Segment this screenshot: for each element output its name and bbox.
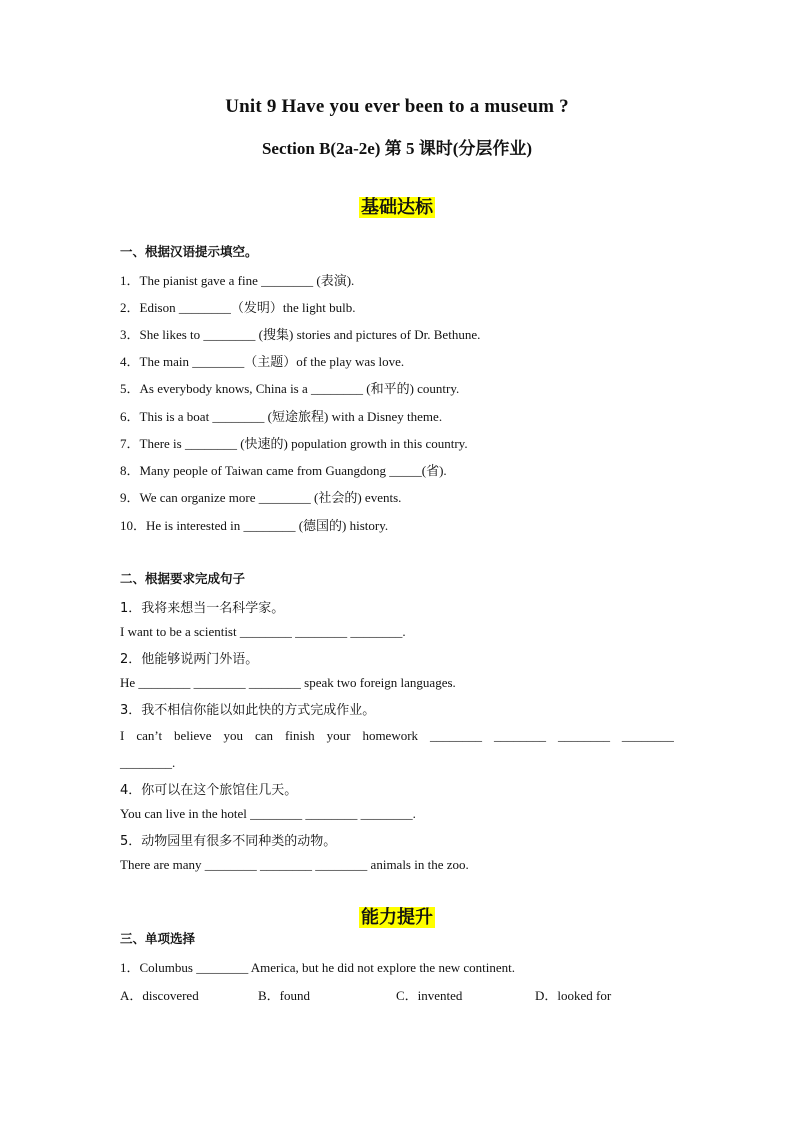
sentence-word: can’t — [136, 728, 163, 743]
option-a: A．discovered — [120, 988, 199, 1003]
page-title: Unit 9 Have you ever been to a museum ? — [225, 96, 569, 117]
answer-blank: ________ — [493, 728, 546, 743]
option-d: D．looked for — [535, 988, 612, 1003]
banner-basic — [0, 193, 794, 219]
sentence-word: finish — [285, 728, 315, 743]
part2-q2-english: He ________ ________ ________ speak two foreign languages. — [120, 675, 456, 690]
part1-item: 5．As everybody knows, China is a ________ (和平的) country. — [120, 381, 460, 396]
answer-blank: ________ — [557, 728, 610, 743]
part2-q1-chinese: 1．我将来想当一名科学家。 — [120, 601, 285, 616]
part2-q3-english-continued: ________. — [120, 755, 176, 770]
part1-item: 4．The main ________（主题）of the play was love. — [120, 354, 405, 369]
sentence-word: homework — [362, 728, 419, 743]
part1-item: 3．She likes to ________ (搜集) stories and pictures of Dr. Bethune. — [120, 327, 481, 342]
part2-q1-english: I want to be a scientist ________ ________ ________. — [120, 624, 406, 639]
part3-heading: 三、单项选择 — [120, 931, 196, 946]
part2-q4-chinese: 4．你可以在这个旅馆住几天。 — [120, 783, 298, 798]
sentence-word: believe — [174, 728, 212, 743]
part1-heading: 一、根据汉语提示填空。 — [120, 244, 258, 259]
part2-q4-english: You can live in the hotel ________ ________ ________. — [120, 806, 416, 821]
part1-item: 8．Many people of Taiwan came from Guangdong _____(省). — [120, 463, 447, 478]
part2-q5-chinese: 5．动物园里有很多不同种类的动物。 — [120, 834, 337, 849]
part2-q5-english: There are many ________ ________ ________ animals in the zoo. — [120, 857, 469, 872]
sentence-word: I — [120, 728, 125, 743]
part1-item: 1．The pianist gave a fine ________ (表演). — [120, 273, 355, 288]
option-c: C．invented — [396, 988, 463, 1003]
part3-q1: 1．Columbus ________ America, but he did not explore the new continent. — [120, 960, 515, 975]
sentence-word: you — [223, 728, 244, 743]
part1-item: 6．This is a boat ________ (短途旅程) with a Disney theme. — [120, 409, 443, 424]
part2-q2-chinese: 2．他能够说两门外语。 — [120, 652, 259, 667]
banner-basic-label: 基础达标 — [361, 197, 433, 218]
part2-q3-chinese: 3．我不相信你能以如此快的方式完成作业。 — [120, 703, 376, 718]
option-b: B．found — [258, 988, 311, 1003]
banner-advanced — [0, 903, 794, 929]
banner-advanced-label: 能力提升 — [361, 907, 433, 928]
part1-item: 9．We can organize more ________ (社会的) events. — [120, 490, 402, 505]
answer-blank: ________ — [621, 728, 674, 743]
part2-q3-english — [120, 728, 674, 744]
sentence-word: your — [326, 728, 351, 743]
part1-item: 7．There is ________ (快速的) population growth in this country. — [120, 436, 468, 451]
part1-item: 2．Edison ________（发明）the light bulb. — [120, 300, 356, 315]
part2-heading: 二、根据要求完成句子 — [120, 571, 246, 586]
part1-item: 10．He is interested in ________ (德国的) history. — [120, 518, 389, 533]
page-subtitle: Section B(2a-2e) 第 5 课时(分层作业) — [261, 139, 533, 158]
sentence-word: can — [255, 728, 274, 743]
answer-blank: ________ — [430, 728, 483, 743]
